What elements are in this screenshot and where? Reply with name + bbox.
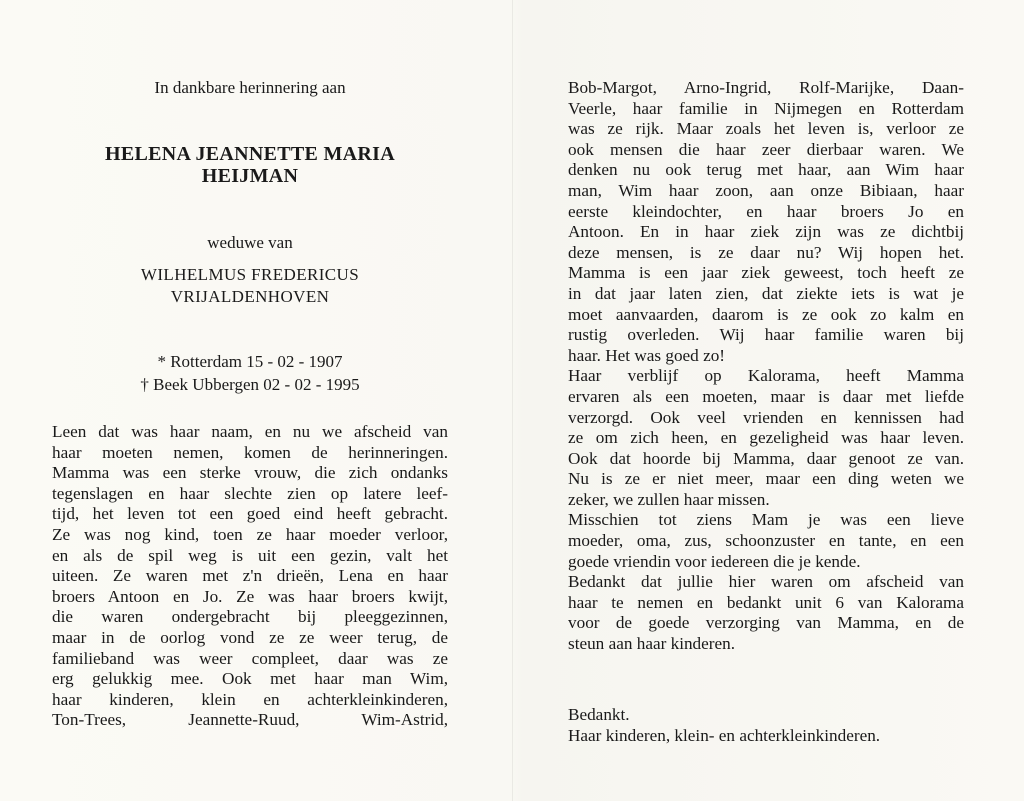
deceased-name [52, 143, 448, 187]
text-line: ervaren als een moeten, maar is daar met liefde [568, 386, 964, 406]
widow-label: weduwe van [207, 233, 293, 252]
spouse-name-line1: WILHELMUS FREDERICUS [140, 265, 360, 284]
text-line: was ze rijk. Maar zoals het leven is, verloor ze [568, 119, 964, 139]
text-line: moet aanvaarden, daarom is ze ook zo kalm en [568, 304, 964, 324]
text-line: die waren ondergebracht bij pleeggezinnen, [52, 607, 448, 627]
text-line: Leen dat was haar naam, en nu we afscheid van [52, 422, 448, 441]
text-line: maar in de oorlog vond ze ze weer terug, de [52, 627, 448, 647]
text-line: tijd, het leven tot een goed eind heeft gebracht. [52, 504, 448, 524]
text-line: in dat jaar laten zien, dat ziekte iets is wat je [568, 283, 964, 303]
intro-text: In dankbare herinnering aan [154, 78, 346, 97]
text-line: broers Antoon en Jo. Ze was haar broers kwijt, [52, 586, 448, 606]
text-line: denken nu ook terug met haar, aan Wim haar [568, 160, 964, 180]
text-line: eerste kleindochter, en haar broers Jo en [568, 201, 964, 221]
text-line: voor de goede verzorging van Mamma, en de [568, 613, 964, 633]
text-line: Mamma was een sterke vrouw, die zich ondanks [52, 463, 448, 483]
text-line: haar moeten nemen, komen de herinneringen. [52, 442, 448, 462]
text-line: zeker, we zullen haar missen. [568, 489, 770, 509]
text-line: ook mensen die haar zeer dierbaar waren. We [568, 139, 964, 159]
text-line: goede vriendin voor iedereen die je kende. [568, 551, 861, 571]
text-line: Haar verblijf op Kalorama, heeft Mamma [568, 366, 964, 386]
death-date: † Beek Ubbergen 02 - 02 - 1995 [140, 375, 360, 394]
text-line: Nu is ze er niet meer, maar een ding weten we [568, 469, 964, 489]
text-line: moeder, oma, zus, schoonzuster en tante, en een [568, 531, 964, 551]
left-body-text [52, 422, 448, 731]
closing-text [568, 705, 964, 746]
spouse-name-line2: VRIJALDENHOVEN [170, 287, 330, 306]
text-line: haar. Het was goed zo! [568, 345, 726, 365]
text-line: haar te nemen en bedankt unit 6 van Kalorama [568, 592, 964, 612]
text-line: erg gelukkig mee. Ook met haar man Wim, [52, 669, 448, 689]
text-line: steun aan haar kinderen. [568, 634, 736, 654]
closing-signature: Haar kinderen, klein- en achterkleinkinderen. [568, 725, 881, 745]
text-line: man, Wim haar zoon, aan onze Bibiaan, haar [568, 180, 964, 200]
spouse-name [52, 264, 448, 308]
text-line: ze om zich heen, en gezeligheid was haar leven. [568, 428, 964, 448]
birth-date: * Rotterdam 15 - 02 - 1907 [157, 352, 343, 371]
deceased-name-line1: HELENA JEANNETTE MARIA [105, 143, 395, 165]
text-line: Misschien tot ziens Mam je was een lieve [568, 510, 964, 530]
text-line: Bob-Margot, Arno-Ingrid, Rolf-Marijke, Daan- [568, 78, 964, 97]
text-line: rustig overleden. Wij haar familie waren bij [568, 325, 964, 345]
text-line: familieband was weer compleet, daar was ze [52, 648, 448, 668]
text-line: Ook dat hoorde bij Mamma, daar genoot ze van. [568, 448, 964, 468]
right-body-text [568, 78, 964, 655]
text-line: Veerle, haar familie in Nijmegen en Rotterdam [568, 98, 964, 118]
life-dates [52, 350, 448, 396]
text-line: Ton-Trees, Jeannette-Ruud, Wim-Astrid, [52, 710, 448, 730]
text-line: haar kinderen, klein en achterkleinkinderen, [52, 689, 448, 709]
text-line: Bedankt dat jullie hier waren om afscheid van [568, 572, 964, 592]
text-line: Mamma is een jaar ziek geweest, toch heeft ze [568, 263, 964, 283]
text-line: en als de spil weg is uit een gezin, valt het [52, 545, 448, 565]
text-line: tegenslagen en haar slechte zien op latere leef- [52, 483, 448, 503]
text-line: Ze was nog kind, toen ze haar moeder verloor, [52, 524, 448, 544]
text-line: uiteen. Ze waren met z'n drieën, Lena en haar [52, 566, 448, 586]
text-line: deze mensen, is ze daar nu? Wij hopen het. [568, 242, 964, 262]
text-line: Antoon. En in haar ziek zijn was ze dichtbij [568, 222, 964, 242]
text-line: verzorgd. Ook veel vrienden en kennissen had [568, 407, 964, 427]
closing-thanks: Bedankt. [568, 705, 630, 724]
card-fold-line [512, 0, 513, 801]
deceased-name-line2: HEIJMAN [201, 165, 299, 187]
